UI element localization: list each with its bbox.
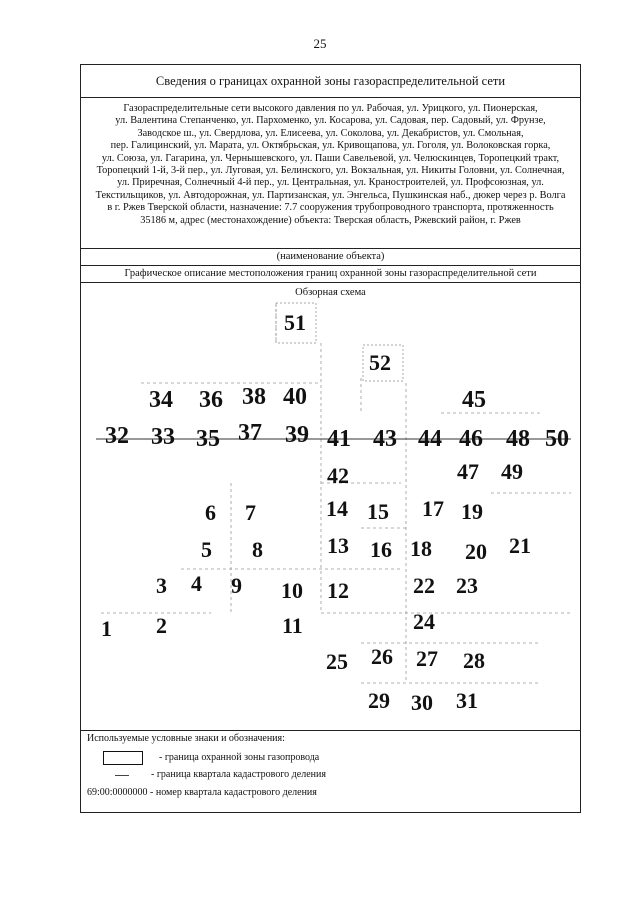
sheet-number: 52 [369,350,391,375]
sheet-number: 10 [281,578,303,603]
description-line: Текстильщиков, ул. Автодорожная, ул. Партизанская, ул. Энгельса, Пушкинская наб., дюкер через р. Волга [95,189,566,201]
sheet-number: 47 [457,459,479,484]
sheet-number: 40 [283,384,307,410]
sheet-number: 36 [199,387,223,413]
legend-heading: Используемые условные знаки и обозначения: [87,733,285,744]
sheet-number: 5 [201,537,212,562]
legend-item: - граница квартала кадастрового деления [151,769,326,780]
zone-boundary-symbol [103,751,143,765]
sheet-number: 12 [327,578,349,603]
sheet-number: 46 [459,426,483,452]
sheet-number: 7 [245,500,256,525]
sheet-number: 15 [367,499,389,524]
description-line: ул. Приречная, Солнечный 4-й пер., ул. Центральная, ул. Краностроителей, ул. Профсоюзная, ул. [117,177,544,189]
sheet-number: 17 [422,496,444,521]
document-title: Сведения о границах охранной зоны газораспределительной сети [81,65,580,98]
document-frame [80,64,581,813]
legend-item: - граница охранной зоны газопровода [159,752,320,763]
sheet-number: 24 [413,609,435,634]
sheet-number: 2 [156,613,167,638]
overview-map [81,283,580,731]
legend-item: 69:00:0000000 - номер квартала кадастрового деления [87,787,317,798]
sheet-number: 42 [327,463,349,488]
sheet-number: 20 [465,539,487,564]
description-line: 35186 м, адрес (местонахождение) объекта: Тверская область, Ржевский район, г. Ржев [140,214,521,226]
sheet-number: 31 [456,688,478,713]
sheet-number: 33 [151,424,175,450]
sheet-number: 9 [231,573,242,598]
description-line: Торопецкий 1-й, 3-й пер., ул. Луговая, ул. Белинского, ул. Вокзальная, ул. Никиты Головни, ул. Солнечная, [96,165,565,177]
sheet-number: 16 [370,537,392,562]
sheet-number: 35 [196,426,220,452]
sheet-number: 44 [418,426,442,452]
sheet-number: 51 [284,310,306,335]
sheet-number: 29 [368,688,390,713]
sheet-number: 22 [413,573,435,598]
description-line: ул. Валентина Степанченко, ул. Пархоменко, ул. Косарова, ул. Садовая, пер. Садовый, ул. Фрунзе, [115,115,546,127]
sheet-number: 26 [371,644,393,669]
page-number: 25 [313,36,327,51]
sheet-number: 49 [501,459,523,484]
sheet-number: 37 [238,420,262,446]
sheet-number: 4 [191,571,202,596]
description-line: пер. Галицинский, ул. Марата, ул. Октябрьская, ул. Кривощапова, ул. Гоголя, ул. Волоковская горка, [110,140,551,152]
sheet-number: 27 [416,646,438,671]
sheet-number: 32 [105,423,129,449]
sheet-number: 11 [282,613,303,638]
sheet-number: 28 [463,648,485,673]
legend [81,731,580,814]
sheet-number: 6 [205,500,216,525]
sheet-number: 41 [327,426,351,452]
sheet-number: 8 [252,537,263,562]
sheet-number: 50 [545,426,569,452]
sheet-number: 19 [461,499,483,524]
graphic-description-title: Графическое описание местоположения границ охранной зоны газораспределительной сети [81,266,580,283]
description-line: Газораспределительные сети высокого давления по ул. Рабочая, ул. Урицкого, ул. Пионерская, [123,103,538,114]
sheet-number: 34 [149,387,173,413]
description-line: Заводское ш., ул. Свердлова, ул. Елисеева, ул. Соколова, ул. Декабристов, ул. Смольная, [137,127,524,139]
sheet-number: 23 [456,573,478,598]
sheet-number: 3 [156,573,167,598]
sheet-number: 43 [373,426,397,452]
description-line: ул. Союза, ул. Гагарина, ул. Чернышевского, ул. Паши Савельевой, ул. Челюскинцев, Торопецкий тракт, [101,152,560,164]
sheet-number: 48 [506,426,530,452]
map-title: Обзорная схема [295,287,366,298]
quarter-boundary-symbol [115,775,129,776]
sheet-number: 39 [285,422,309,448]
sheet-number: 1 [101,616,112,641]
sheet-number: 18 [410,536,432,561]
sheet-number: 21 [509,533,531,558]
sheet-number: 30 [411,690,433,715]
sheet-number: 13 [327,533,349,558]
sheet-number: 14 [326,496,348,521]
sheet-number: 25 [326,649,348,674]
sheet-number: 38 [242,384,266,410]
description-line: в г. Ржев Тверской области, назначение: 7.7 сооружения трубопроводного транспорта, протяженность [107,202,554,214]
sheet-number: 45 [462,387,486,413]
object-description [81,98,580,249]
object-caption: (наименование объекта) [81,249,580,266]
